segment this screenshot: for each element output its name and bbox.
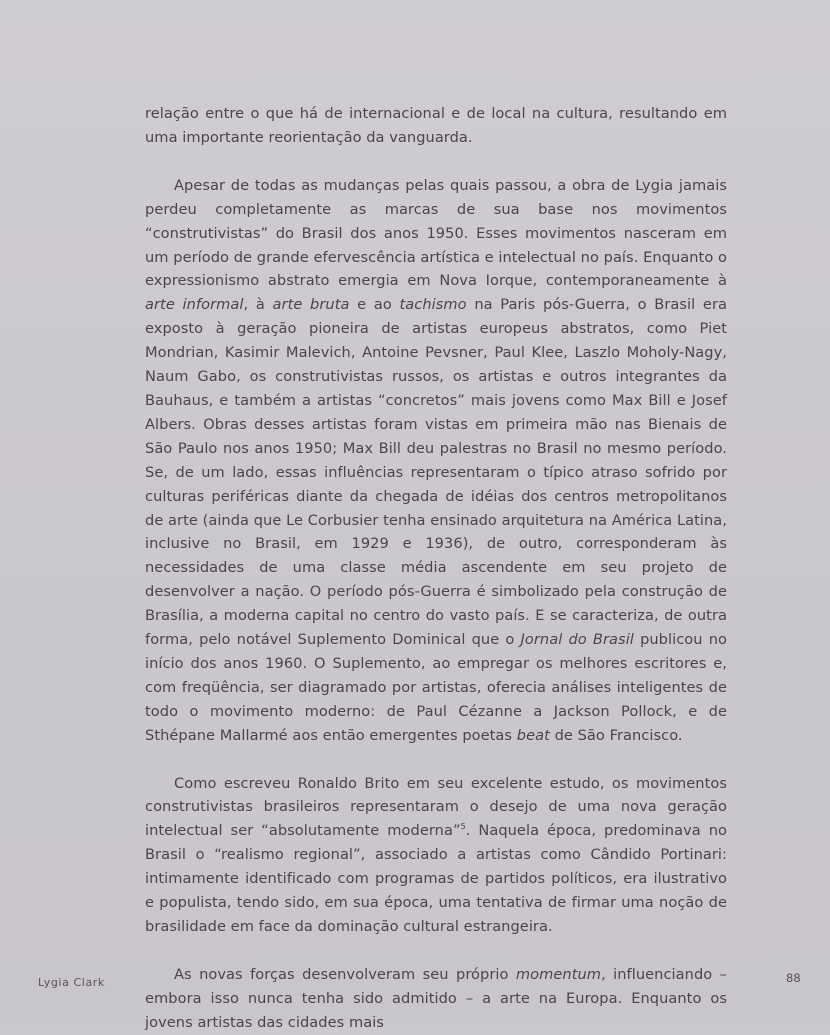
text-run: Apesar de todas as mudanças pelas quais passou, a obra de Lygia jamais perdeu completamente as marcas de sua base nos movimentos “construtivistas” do Brasil dos anos 1950. Esses movimentos nasceram em um período de grande efervescência artística e intelectual no país. Enquanto o expressionismo abstrato emergia em Nova Iorque, contemporaneamente à [145, 176, 727, 290]
text-run: relação entre o que há de internacional e de local na cultura, resultando em uma importante reorientação da vanguarda. [145, 105, 727, 146]
footnote-marker: 5 [460, 822, 466, 832]
text-run: na Paris pós-Guerra, o Brasil era exposto à geração pioneira de artistas europeus abstratos, como Piet Mondrian, Kasimir Malevich, Antoine Pevsner, Paul Klee, Laszlo Moholy-Nagy, Naum Gabo, os construtivistas russos, os artistas e outros integrantes da Bauhaus, e também a artistas “concretos” mais jovens como Max Bill e Josef Albers. Obras desses artistas foram vistas em primeira mão nas Bienais de São Paulo nos anos 1950; Max Bill deu palestras no Brasil no mesmo período. Se, de um lado, essas influências representaram o típico atraso sofrido por culturas periféricas diante da chegada de idéias dos centros metropolitanos de arte (ainda que Le Corbusier tenha ensinado arquitetura na América Latina, inclusive no Brasil, em 1929 e 1936), de outro, corresponderam às necessidades de uma classe média ascendente em seu projeto de desenvolver a nação. O período pós-Guerra é simbolizado pela construção de Brasília, a moderna capital no centro do vasto país. E se caracteriza, de outra forma, pelo notável Suplemento Dominical que o [145, 296, 727, 649]
page-number: 88 [786, 971, 801, 985]
italic-term: arte informal [145, 296, 244, 314]
text-run: Como escreveu Ronaldo Brito em seu excelente estudo, os movimentos construtivistas brasileiros representaram o desejo de uma nova geração intelectual ser “absolutamente moderna” [145, 774, 727, 840]
text-run: As novas forças desenvolveram seu próprio [174, 965, 516, 983]
text-run: , à [243, 296, 273, 314]
paragraph-3 [145, 772, 727, 939]
italic-term: arte bruta [272, 296, 350, 314]
text-run: publicou no início dos anos 1960. O Suplemento, ao empregar os melhores escritores e, com freqüência, ser diagramado por artistas, oferecia análises inteligentes de todo o movimento moderno: de Paul Cézanne a Jackson Pollock, e de Sthépane Mallarmé aos então emergentes poetas [145, 631, 727, 744]
italic-term: tachismo [399, 296, 467, 314]
text-run: , influenciando – embora isso nunca tenha sido admitido – a arte na Europa. Enquanto os jovens artistas das cidades mais [145, 965, 727, 1031]
text-run: . Naquela época, predominava no Brasil o “realismo regional”, associado a artistas como Cândido Portinari: intimamente identificado com programas de partidos políticos, era ilustrativo e populista, tendo sido, em sua época, uma tentativa de firmar uma noção de brasilidade em face da dominação cultural estrangeira. [145, 822, 727, 935]
running-title: Lygia Clark [38, 976, 105, 989]
paragraph-1 [145, 102, 727, 150]
italic-term: momentum [515, 965, 602, 983]
italic-term: Jornal do Brasil [520, 631, 634, 649]
paragraph-2 [145, 174, 727, 748]
text-run: e ao [349, 296, 400, 314]
body-text [145, 102, 727, 1035]
italic-term: beat [516, 726, 550, 744]
text-run: de São Francisco. [549, 726, 683, 744]
